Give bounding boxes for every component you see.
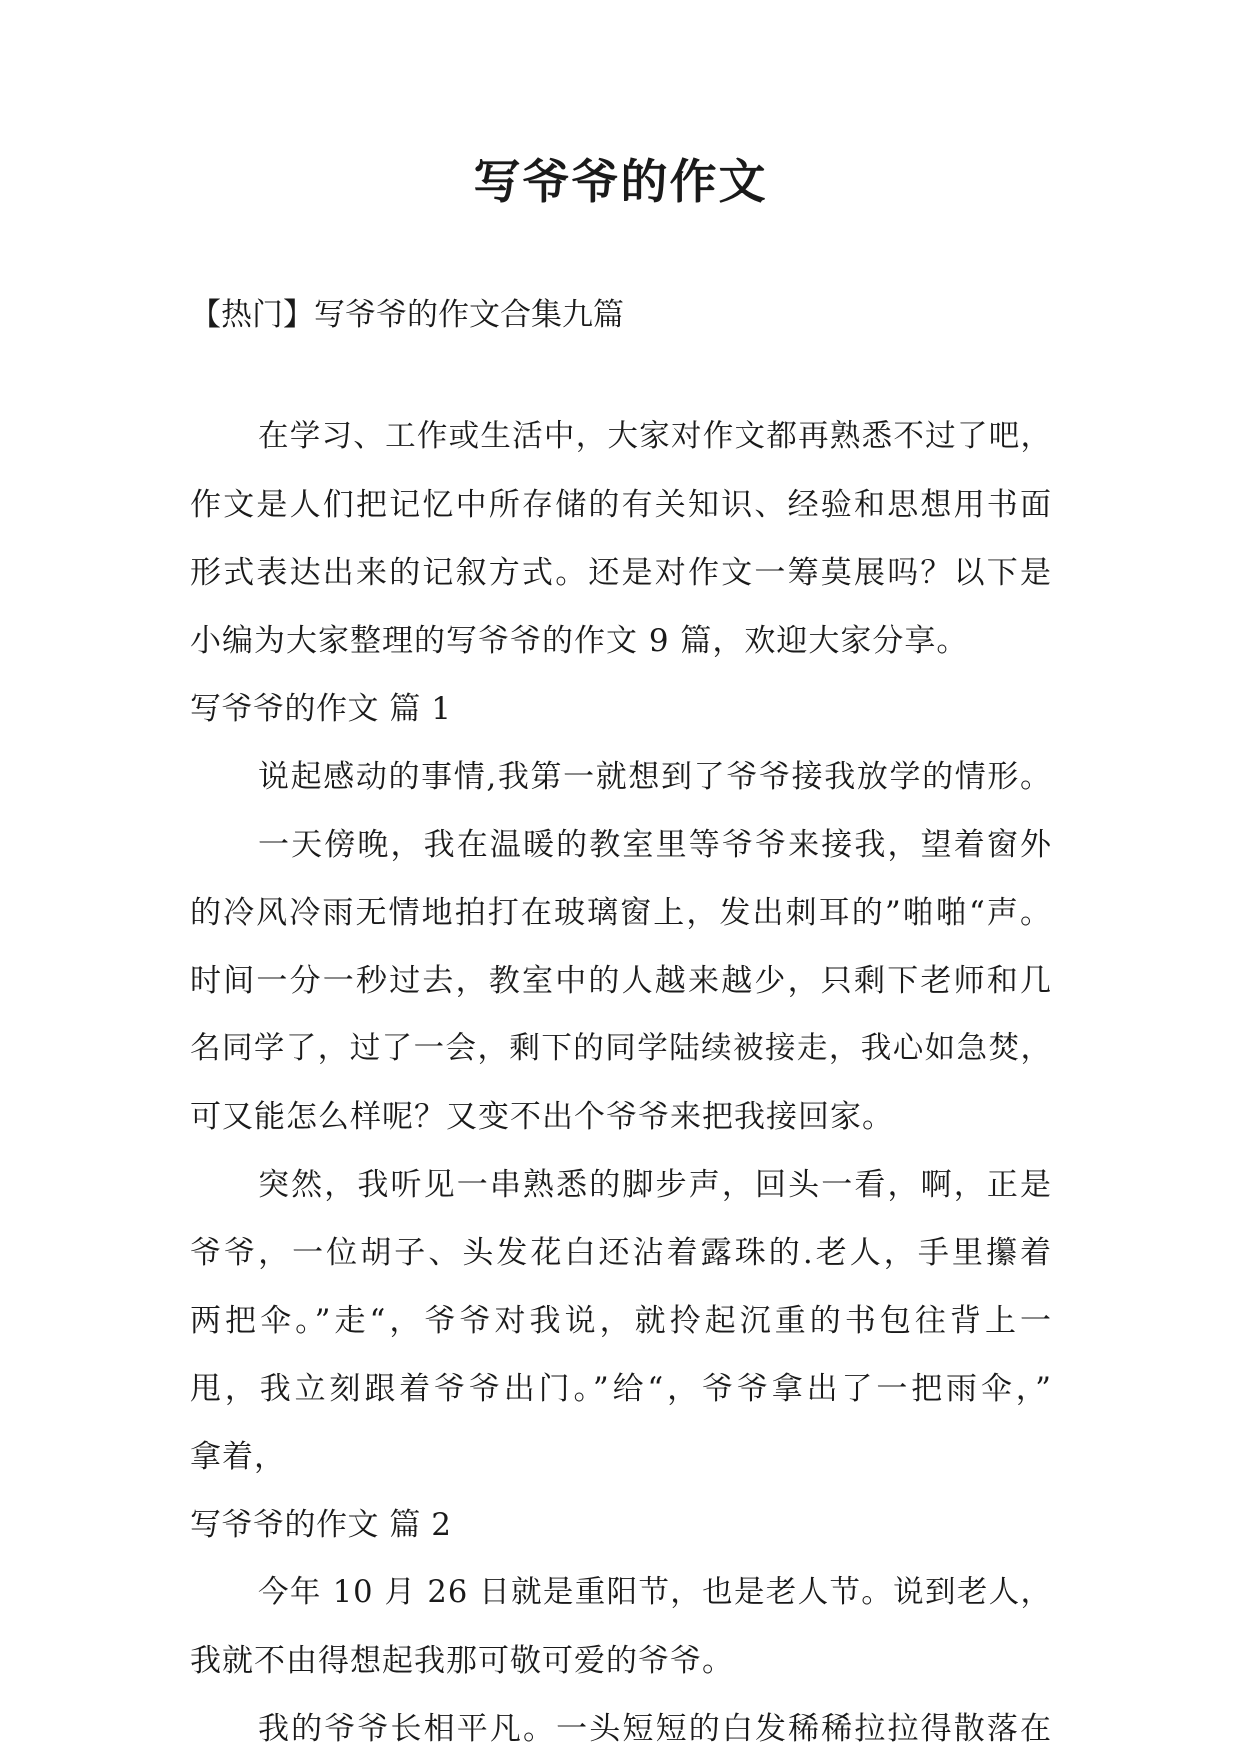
paragraph-line: 时间一分一秒过去，教室中的人越来越少，只剩下老师和几: [190, 963, 1052, 999]
paragraph-line: 突然，我听见一串熟悉的脚步声，回头一看，啊，正是: [258, 1167, 1052, 1203]
paragraph-line: 的冷风冷雨无情地拍打在玻璃窗上，发出刺耳的”啪啪“声。: [190, 895, 1052, 931]
paragraph-line: 我就不由得想起我那可敬可爱的爷爷。: [190, 1643, 734, 1679]
paragraph-line: 今年 10 月 26 日就是重阳节，也是老人节。说到老人，: [258, 1575, 1052, 1610]
section-heading: 写爷爷的作文 篇 2: [190, 1507, 452, 1543]
paragraph-line: 说起感动的事情,我第一就想到了爷爷接我放学的情形。: [258, 759, 1052, 795]
document-body: [190, 403, 1052, 1763]
paragraph-line: 可又能怎么样呢？又变不出个爷爷来把我接回家。: [190, 1099, 894, 1135]
document-title: 写爷爷的作文: [473, 155, 768, 210]
paragraph-line: 作文是人们把记忆中所存储的有关知识、经验和思想用书面: [190, 487, 1052, 523]
paragraph-line: 甩，我立刻跟着爷爷出门。”给“，爷爷拿出了一把雨伞，”: [190, 1371, 1052, 1407]
paragraph-line: 两把伞。”走“，爷爷对我说，就拎起沉重的书包往背上一: [190, 1303, 1052, 1339]
paragraph-line: 一天傍晚，我在温暖的教室里等爷爷来接我，望着窗外: [258, 827, 1052, 863]
paragraph-line: 名同学了，过了一会，剩下的同学陆续被接走，我心如急焚，: [190, 1031, 1052, 1066]
paragraph-line: 我的爷爷长相平凡。一头短短的白发稀稀拉拉得散落在: [258, 1711, 1052, 1747]
paragraph-line: 形式表达出来的记叙方式。还是对作文一筹莫展吗？以下是: [190, 555, 1052, 591]
document-subtitle: 【热门】写爷爷的作文合集九篇: [190, 297, 624, 333]
paragraph-line: 小编为大家整理的写爷爷的作文 9 篇，欢迎大家分享。: [190, 623, 969, 659]
paragraph-line: 在学习、工作或生活中，大家对作文都再熟悉不过了吧，: [258, 419, 1052, 454]
section-heading: 写爷爷的作文 篇 1: [190, 691, 452, 727]
paragraph-line: 拿着，: [190, 1439, 286, 1475]
paragraph-line: 爷爷，一位胡子、头发花白还沾着露珠的.老人，手里攥着: [190, 1235, 1052, 1271]
